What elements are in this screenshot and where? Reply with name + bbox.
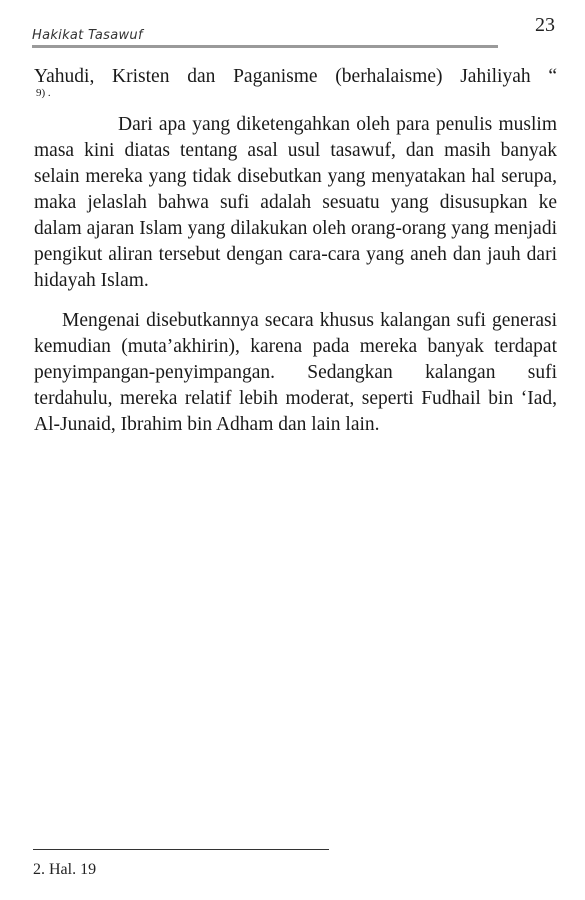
footnote-rule xyxy=(33,849,329,850)
header-rule xyxy=(32,45,498,48)
continuation-text: Yahudi, Kristen dan Paganisme (berhalaisme) Jahiliyah “ xyxy=(34,66,557,87)
paragraph-1: Dari apa yang diketengahkan oleh para penulis muslim masa kini diatas tentang asal usul tasawuf, dan masih banyak selain mereka yang tidak disebutkan yang menyatakan hal serupa, maka jelaslah bahwa sufi adalah sesuatu yang disusupkan ke dalam ajaran Islam yang dilakukan oleh orang-orang yang menjadi pengikut aliran tersebut dengan cara-cara yang aneh dan jauh dari hidayah Islam. xyxy=(34,114,557,291)
continuation-line xyxy=(34,64,557,90)
footnote-marker-tail: . xyxy=(47,87,51,99)
running-title: Hakikat Tasawuf xyxy=(32,28,143,43)
page-header xyxy=(32,14,555,48)
footnote: 2. Hal. 19 xyxy=(33,861,97,878)
footnote-marker: 9) xyxy=(36,87,46,99)
paragraph-2: Mengenai disebutkannya secara khusus kalangan sufi generasi kemudian (muta’akhirin), karena pada mereka banyak terdapat penyimpangan-penyimpangan. Sedangkan kalangan sufi terdahulu, mereka relatif lebih moderat, seperti Fudhail bin ‘Iad, Al-Junaid, Ibrahim bin Adham dan lain lain. xyxy=(34,310,557,435)
page-body xyxy=(34,64,557,438)
page-number: 23 xyxy=(535,14,555,36)
